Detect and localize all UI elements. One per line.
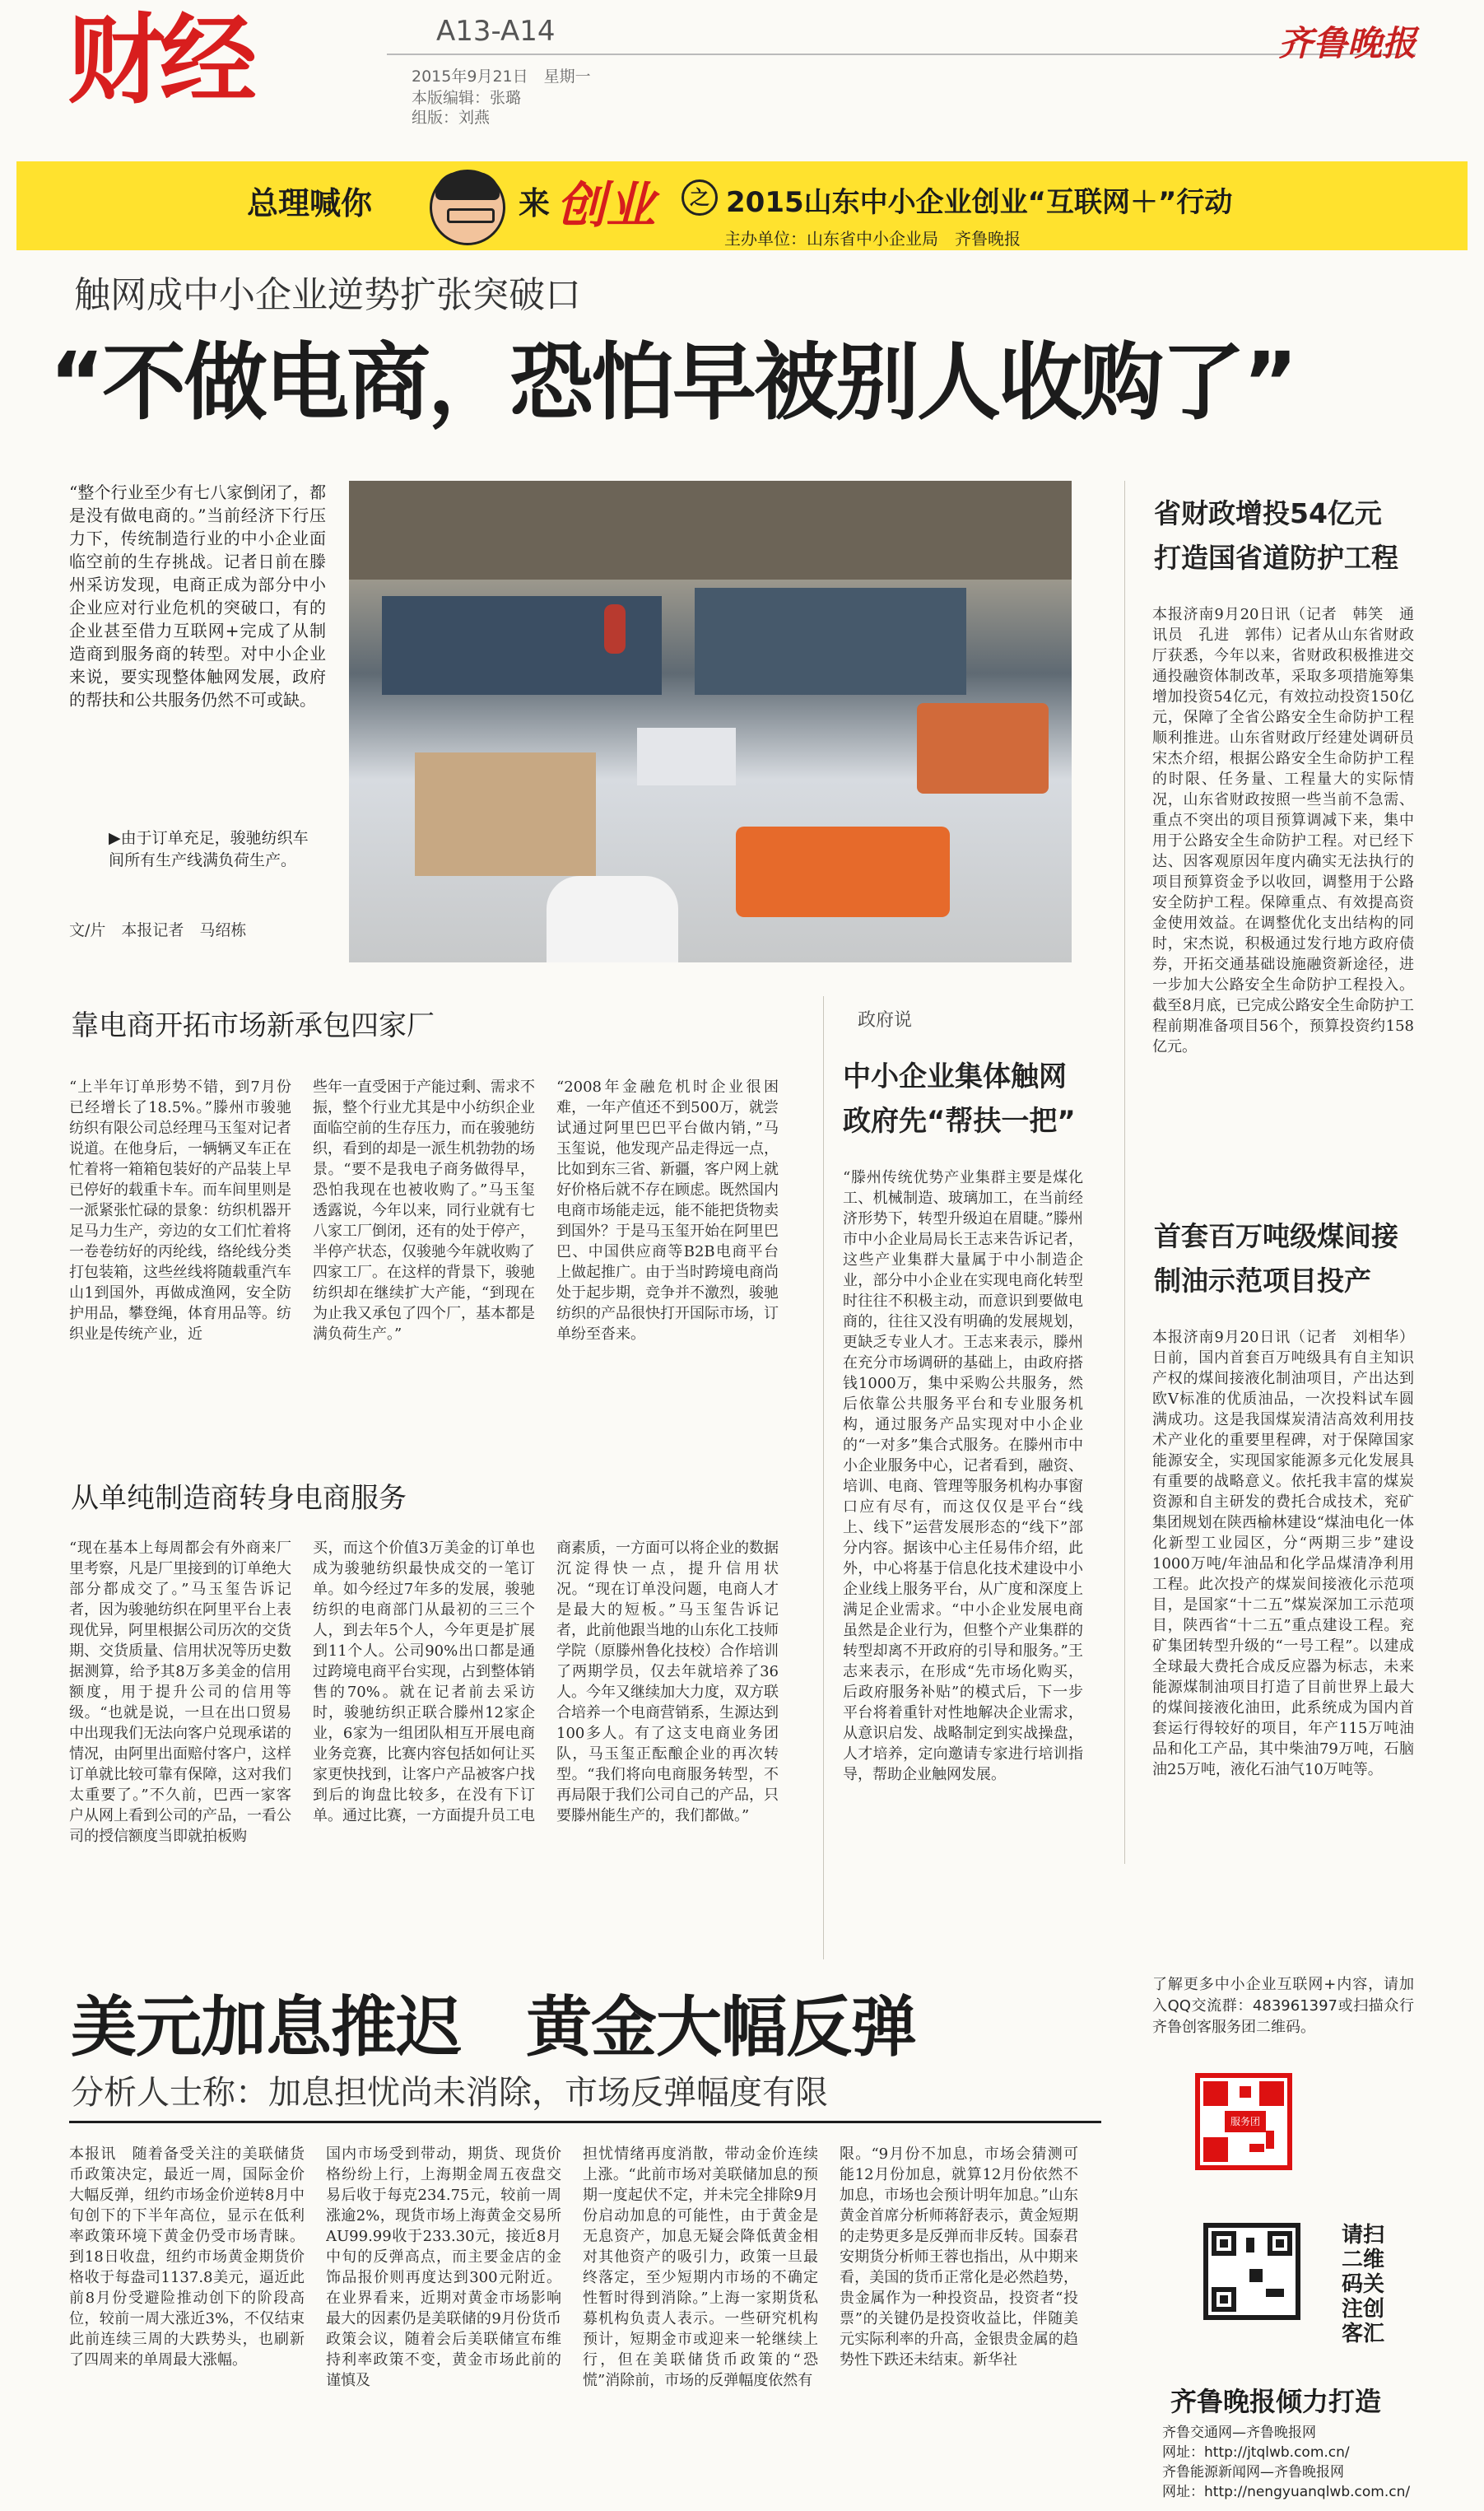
layout-credit: 组版：刘燕 xyxy=(412,109,491,127)
promo-url-1[interactable]: 网址：http://jtqlwb.com.cn/ xyxy=(1162,2444,1350,2461)
masthead xyxy=(0,0,1484,156)
right-story2-text: 本报济南9月20日讯（记者 刘相华）日前，国内首套百万吨级具有自主知识产权的煤间接液化制油项目，产出达到欧Ⅴ标准的优质油品，一次投料试车圆满成功。这是我国煤炭清洁高效利用技术产业化的重要里程碑，对于保障国家能源安全，实现国家能源多元化发展具有重要的战略意义。依托我丰富的煤炭资源和自主研发的费托合成技术，兖矿集团规划在陕西榆林建设“煤油电化一体化新型工业园区，分“两期三步”建设1000万吨/年油品和化学品煤清净利用工程。此次投产的煤炭间接液化示范项目，是国家“十二五”煤炭深加工示范项目，陕西省“十二五”重点建设工程。兖矿集团转型升级的“一号工程”。以建成全球最大费托合成反应器为标志，未来能源煤制油项目打造了目前世界上最大的煤间接液化油田，此系统成为国内首套运行得较好的项目，年产115万吨油品和化工产品，其中柴油79万吨，石脑油25万吨，液化石油气10万吨等。 xyxy=(1152,1329,1414,1778)
factory-photo xyxy=(349,481,1072,962)
premier-portrait-icon xyxy=(430,170,505,245)
subhead-2: 从单纯制造商转身电商服务 xyxy=(71,1482,407,1515)
sec2-col3: 商素质，一方面可以将企业的数据沉淀得快一点，提升信用状况。“现在订单没问题，电商人才是最大的短板。”马玉玺告诉记者，此前他跟当地的山东化工技师学院（原滕州鲁化技校）合作培训了两期学员，仅去年就培养了36人。今年又继续加大力度，双方联合培养一个电商营销系，生源达到100多人。有了这支电商业务团队，马玉玺正酝酿企业的再次转型。“我们将向电商服务转型，不再局限于我们公司自己的产品，只要滕州能生产的，我们都做。” xyxy=(556,1540,779,1824)
masthead-rule xyxy=(387,54,1416,55)
right-story1-text: 本报济南9月20日讯（记者 韩笑 通讯员 孔进 郭伟）记者从山东省财政厅获悉，今年以来，省财政积极推进交通投融资体制改革，采取多项措施筹集增加投资54亿元，有效拉动投资150亿元，保障了全省公路安全生命防护工程顺利推进。山东省财政厅经建处调研员宋杰介绍，根据公路安全生命防护工程的时限、任务量、工程量大的实际情况，山东省财政按照一些当前不急需、重点不突出的项目预算调减下来，集中用于公路安全生命防护工程。对已经下达、因客观原因年度内确实无法执行的项目预算资金予以收回，调整用于公路安全防护工程。保障重点、有效提高资金使用效益。在调整优化支出结构的同时，宋杰说，积极通过发行地方政府债券，开拓交通基础设施融资新途径，进一步加大公路安全生命防护工程投入。截至8月底，已完成公路安全生命防护工程前期准备项目56个，预算投资约158亿元。 xyxy=(1152,606,1414,1055)
right-story2-title-1: 首套百万吨级煤间接 xyxy=(1154,1220,1398,1252)
banner-come-text: 来 xyxy=(519,185,551,221)
gold-col1: 本报讯 随着备受关注的美联储货币政策决定，最近一周，国际金价大幅反弹，纽约市场金价逆转8月中旬创下的下半年高位，显示在低利率政策环境下黄金仍受市场青睐。到18日收盘，纽约市场黄金期货价格收于每盎司1137.8美元，逼近此前8月份受避险推动创下的阶段高位，较前一周大涨近3%，不仅结束此前连续三周的大跌势头，也刷新了四周来的单周最大涨幅。 xyxy=(69,2145,305,2369)
paper-logo: 齐鲁晚报 xyxy=(1277,23,1417,63)
banner-zhi-badge: 之 xyxy=(682,179,718,216)
qq-join-text: 了解更多中小企业互联网+内容，请加入QQ交流群：483961397或扫描众行齐鲁创客服务团二维码。 xyxy=(1152,1976,1414,2036)
gold-headline: 美元加息推迟 黄金大幅反弹 xyxy=(71,1989,916,2066)
right-story1-title-2: 打造国省道防护工程 xyxy=(1154,542,1398,574)
promo-brand: 齐鲁晚报倾力打造 xyxy=(1170,2386,1382,2417)
banner-create-text: 创业 xyxy=(556,177,655,235)
gold-rule xyxy=(69,2121,1101,2123)
issue-date: 2015年9月21日 星期一 xyxy=(412,68,591,86)
subhead-1: 靠电商开拓市场新承包四家厂 xyxy=(71,1009,435,1042)
editor-credit: 本版编辑：张璐 xyxy=(412,89,522,107)
page-numbers: A13-A14 xyxy=(436,15,556,48)
gold-deck: 分析人士称：加息担忧尚未消除，市场反弹幅度有限 xyxy=(71,2074,828,2112)
service-qr-code-icon[interactable] xyxy=(1195,2073,1292,2170)
sec1-col2: 些年一直受困于产能过剩、需求不振，整个行业尤其是中小纺织企业面临空前的生存压力，而在骏驰纺织，看到的却是一派生机勃勃的场景。“要不是我电子商务做得早，恐怕我现在也被收购了。”马玉玺透露说，今年以来，同行业就有七八家工厂倒闭，还有的处于停产，半停产状态，仅骏驰今年就收购了四家工厂。在这样的背景下，骏驰纺织却在继续扩大产能，“到现在为止我又承包了四个厂，基本都是满负荷生产。” xyxy=(313,1078,535,1343)
main-kicker: 触网成中小企业逆势扩张突破口 xyxy=(74,274,581,316)
right-story2-title-2: 制油示范项目投产 xyxy=(1154,1265,1371,1297)
banner-host: 主办单位：山东省中小企业局 齐鲁晚报 xyxy=(724,229,1021,249)
gold-col3: 担忧情绪再度消散，带动金价连续上涨。“此前市场对美联储加息的预期一度起伏不定，并未完全排除9月份启动加息的可能性，由于黄金是无息资产，加息无疑会降低黄金相对其他资产的吸引力，政策一旦最终落定，至少短期内市场的不确定性暂时得到消除。”上海一家期货私募机构负责人表示。一些研究机构预计，短期金市或迎来一轮继续上行，但在美联储货币政策的“恐慌”消除前，市场的反弹幅度依然有 xyxy=(583,2145,818,2389)
sec1-col1: “上半年订单形势不错，到7月份已经增长了18.5%。”滕州市骏驰纺织有限公司总经理马玉玺对记者说道。在他身后，一辆辆叉车正在忙着将一箱箱包装好的产品装上早已停好的载重卡车。而车间里则是一派紧张忙碌的景象：纺织机器开足马力生产，旁边的女工们忙着将一卷卷纺好的丙纶线，络纶线分类打包装箱，这些丝线将随载重汽车山1到国外，再做成渔网，安全防护用品，攀登绳，体育用品等。纺织业是传统产业，近 xyxy=(69,1078,291,1343)
photo-caption: ▶由于订单充足，骏驰纺织车间所有生产线满负荷生产。 xyxy=(109,829,309,869)
main-headline: “不做电商，恐怕早被别人收购了” xyxy=(49,334,1296,432)
policy-text: “滕州传统优势产业集群主要是煤化工、机械制造、玻璃加工，在当前经济形势下，转型升级迫在眉睫。”滕州市中小企业局局长王志来告诉记者，这些产业集群大量属于中小制造企业，部分中小企业在实现电商化转型时往往不积极主动，而意识到要做电商的，往往又没有明确的发展规划，更缺乏专业人才。王志来表示，滕州在充分市场调研的基础上，由政府搭钱1000万，集中采购公共服务，然后依靠公共服务平台和专业服务机构，通过服务产品实现对中小企业的“一对多”集合式服务。在滕州市中小企业服务中心，记者看到，融资、培训、电商、管理等服务机构办事窗口应有尽有，而这仅仅是平台“线上、线下”运营发展形态的“线下”部分内容。据该中心主任易伟介绍，此外，中心将基于信息化技术建设中小企业线上服务平台，从广度和深度上满足企业需求。“中小企业发展电商虽然是企业行为，但整个产业集群的转型却离不开政府的引导和服务。”王志来表示，在形成“先市场化购买，后政府服务补贴”的模式后，下一步平台将着重针对性地解决企业需求，从意识启发、战略制定到实战操盘，人才培养，定向邀请专家进行培训指导，帮助企业触网发展。 xyxy=(843,1169,1083,1783)
promo-url-2[interactable]: 网址：http://nengyuanqlwb.com.cn/ xyxy=(1162,2484,1411,2500)
wechat-qr-code-icon[interactable] xyxy=(1203,2223,1300,2320)
photo-credit: 文/片 本报记者 马绍栋 xyxy=(69,921,247,939)
campaign-banner xyxy=(16,161,1468,250)
policy-title-1: 中小企业集体触网 xyxy=(843,1060,1067,1093)
promo-line-1: 齐鲁交通网—齐鲁晚报网 xyxy=(1162,2425,1316,2441)
banner-lead-text: 总理喊你 xyxy=(247,185,373,221)
gold-col4: 限。“9月份不加息，市场会猜测可能12月份加息，就算12月份依然不加息，市场也会预计明年加息。”山东黄金首席分析师蒋舒表示，黄金短期的走势更多是反弹而非反转。国泰君安期货分析师王蓉也指出，从中期来看，美国的货币正常化是必然趋势，贵金属作为一种投资品，投资者“投票”的关键仍是投资收益比，伴随美元实际利率的升高，金银贵金属的趋势性下跌还未结束。新华社 xyxy=(840,2145,1078,2369)
qr-label: 服务团 xyxy=(1225,2111,1266,2132)
column-rule xyxy=(823,996,824,1959)
banner-campaign-title: 2015山东中小企业创业“互联网＋”行动 xyxy=(726,186,1233,219)
main-lead: “整个行业至少有七八家倒闭了，都是没有做电商的。”当前经济下行压力下，传统制造行业的中小企业面临空前的生存挑战。记者日前在滕州采访发现，电商正成为部分中小企业应对行业危机的突破口，有的企业甚至借力互联网+完成了从制造商到服务商的转型。对中小企业来说，要实现整体触网发展，政府的帮扶和公共服务仍然不可或缺。 xyxy=(69,482,326,710)
sec1-col3: “2008年金融危机时企业很困难，一年产值还不到500万，就尝试通过阿里巴巴平台做内销，”马玉玺说，他发现产品走得远一点，比如到东三省、新疆，客户网上就好价格后就不存在顾虑。既然国内电商市场能走远，能不能把货物卖到国外？于是马玉玺开始在阿里巴巴、中国供应商等B2B电商平台上做起推广。由于当时跨境电商尚处于起步期，竞争并不激烈，骏驰纺织的产品很快打开国际市场，订单纷至沓来。 xyxy=(556,1078,779,1343)
policy-label: 政府说 xyxy=(858,1010,913,1031)
gold-col2: 国内市场受到带动，期货、现货价格纷纷上行，上海期金周五夜盘交易后收于每克234.75元，较前一周涨逾2%，现货市场上海黄金交易所AU99.99收于233.30元，接近8月中旬的反弹高点，而主要金店的金饰品报价则再度达到300元附近。在业界看来，近期对黄金市场影响最大的因素仍是美联储的9月份货币政策会议，随着会后美联储宣布维持利率政策不变，黄金市场此前的谨慎及 xyxy=(326,2145,561,2389)
scan-label: 请扫二维码关注创客汇 xyxy=(1342,2223,1385,2346)
sec2-col2: 买，而这个价值3万美金的订单也成为骏驰纺织最快成交的一笔订单。如今经过7年多的发展，骏驰纺织的电商部门从最初的三三个人，到去年5个人，今年更是扩展到11个人。公司90%出口都是通过跨境电商平台实现，占到整体销售的70%。就在记者前去采访时，骏驰纺织正联合滕州12家企业，6家为一组团队相互开展电商业务竞赛，比赛内容包括如何让买家更快找到，让客户产品被客户找到后的询盘比较多，在没有下订单。通过比赛，一方面提升员工电 xyxy=(313,1540,535,1824)
right-column-rule xyxy=(1124,481,1125,1864)
right-story1-title-1: 省财政增投54亿元 xyxy=(1154,497,1382,529)
section-logo: 财经 xyxy=(67,3,253,117)
promo-line-2: 齐鲁能源新闻网—齐鲁晚报网 xyxy=(1162,2464,1344,2481)
policy-title-2: 政府先“帮扶一把” xyxy=(843,1105,1076,1138)
sec2-col1: “现在基本上每周都会有外商来厂里考察，凡是厂里接到的订单绝大部分都成交了。”马玉玺告诉记者，因为骏驰纺织在阿里平台上表现优异，阿里根据公司历次的交货期、交货质量、信用状况等历史数据测算，给予其8万多美金的信用额度，用于提升公司的信用等级。“也就是说，一旦在出口贸易中出现我们无法向客户兑现承诺的情况，由阿里出面赔付客户，这样订单就比较可靠有保障，这对我们太重要了。”不久前，巴西一家客户从网上看到公司的产品，一看公司的授信额度当即就拍板购 xyxy=(69,1540,291,1845)
